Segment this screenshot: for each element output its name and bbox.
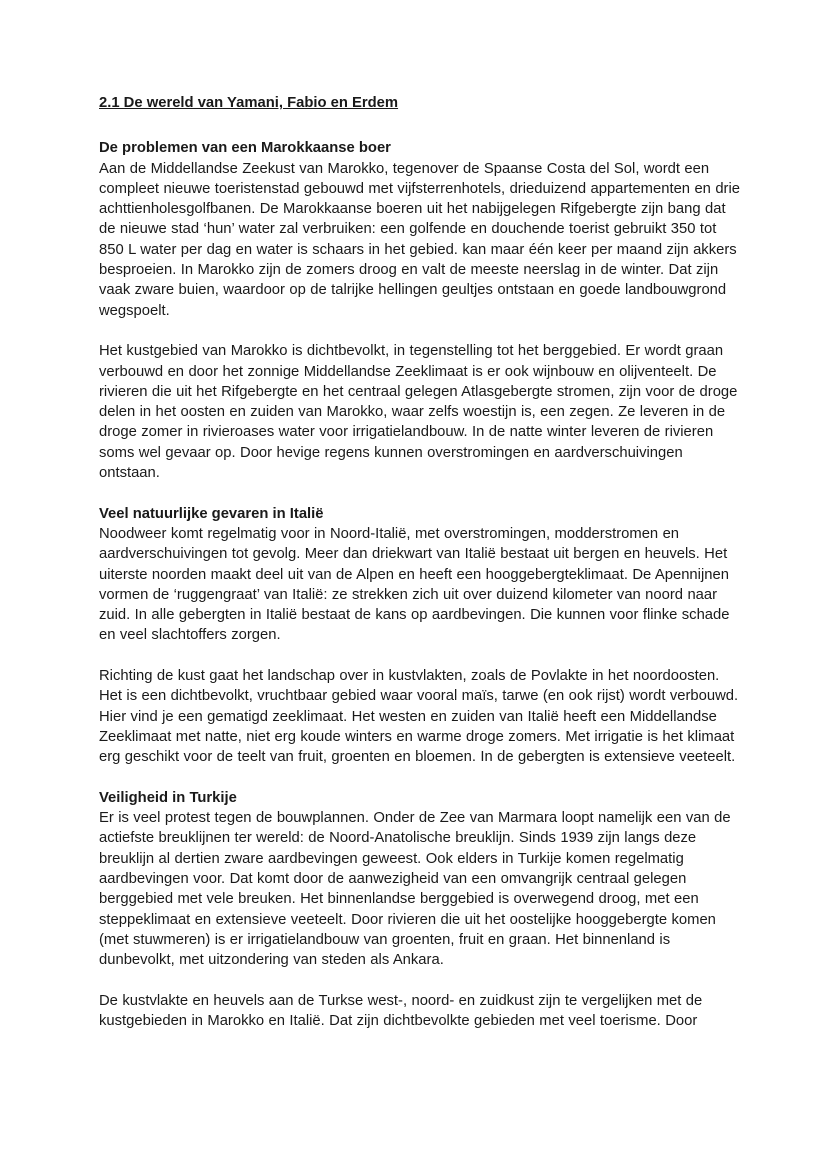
section-turkey (99, 788, 740, 1032)
section-heading-morocco: De problemen van een Marokkaanse boer (99, 140, 391, 157)
paragraph: Aan de Middellandse Zeekust van Marokko, tegenover de Spaanse Costa del Sol, wordt een compleet nieuwe toeristenstad gebouwd met vijfsterrenhotels, drieduizend appartementen en drie achttienholesgolfbanen. De Marokkaanse boeren uit het nabijgelegen Rifgebergte zijn bang dat de nieuwe stad ‘hun’ water zal verbruiken: een golfende en douchende toerist gebruikt 350 tot 850 L water per dag en water is schaars in het gebied. kan maar één keer per maand zijn akkers besproeien. In Marokko zijn de zomers droog en valt de meeste neerslag in de winter. Dat zijn vaak zware buien, waardoor op de talrijke hellingen geultjes ontstaan en goede landbouwgrond wegspoelt. (99, 160, 740, 319)
paragraph: De kustvlakte en heuvels aan de Turkse west-, noord- en zuidkust zijn te vergelijken met de kustgebieden in Marokko en Italië. Dat zijn dichtbevolkte gebieden met veel toerisme. Door (99, 992, 703, 1030)
paragraph: Noodweer komt regelmatig voor in Noord-Italië, met overstromingen, modderstromen en aardverschuivingen tot gevolg. Meer dan driekwart van Italië bestaat uit bergen en heuvels. Het uiterste noorden maakt deel uit van de Alpen en heeft een hooggebergteklimaat. De Apennijnen vormen de ‘ruggengraat’ van Italië: ze strekken zich uit over duizend kilometer van noord naar zuid. In alle gebergten in Italië bestaat de kans op aardbevingen. Die kunnen voor flinke schade en veel slachtoffers zorgen. (99, 525, 730, 644)
paragraph: Het kustgebied van Marokko is dichtbevolkt, in tegenstelling tot het berggebied. Er wordt graan verbouwd en door het zonnige Middellandse Zeeklimaat is er ook wijnbouw en olijventeelt. De rivieren die uit het Rifgebergte en het centraal gelegen Atlasgebergte stromen, zijn voor de droge delen in het oosten en zuiden van Marokko, waar zelfs woestijn is, een zegen. Ze leveren in de droge zomer in rivieroases water voor irrigatielandbouw. In de natte winter leveren de rivieren soms wel gevaar op. Door hevige regens kunnen overstromingen en aardverschuivingen ontstaan. (99, 343, 738, 482)
section-heading-turkey: Veiligheid in Turkije (99, 789, 237, 806)
section-morocco (99, 138, 740, 483)
paragraph: Richting de kust gaat het landschap over in kustvlakten, zoals de Povlakte in het noordoosten. Het is een dichtbevolkt, vruchtbaar gebied waar vooral maïs, tarwe (en ook rijst) wordt verbouwd. Hier vind je een gematigd zeeklimaat. Het westen en zuiden van Italië heeft een Middellandse Zeeklimaat met natte, niet erg koude winters en warme droge zomers. Met irrigatie is het klimaat erg geschikt voor de teelt van fruit, groenten en bloemen. In de gebergten is extensieve veeteelt. (99, 668, 739, 766)
section-heading-italy: Veel natuurlijke gevaren in Italië (99, 505, 324, 522)
paragraph: Er is veel protest tegen de bouwplannen. Onder de Zee van Marmara loopt namelijk een van de actiefste breuklijnen ter wereld: de Noord-Anatolische breuklijn. Sinds 1939 zijn langs deze breuklijn al dertien zware aardbevingen geweest. Ook elders in Turkije komen regelmatig aardbevingen voor. Dat komt door de aanwezigheid van een omvangrijk centraal gelegen berggebied met vele breuken. Het binnenlandse berggebied is overwegend droog, met een steppeklimaat en extensieve veeteelt. Door rivieren die uit het oostelijke hooggebergte komen (met stuwmeren) is er irrigatielandbouw van groenten, fruit en graan. Het binnenland is dunbevolkt, met uitzondering van steden als Ankara. (99, 810, 731, 969)
section-italy (99, 504, 740, 768)
document-title: 2.1 De wereld van Yamani, Fabio en Erdem (99, 95, 399, 111)
